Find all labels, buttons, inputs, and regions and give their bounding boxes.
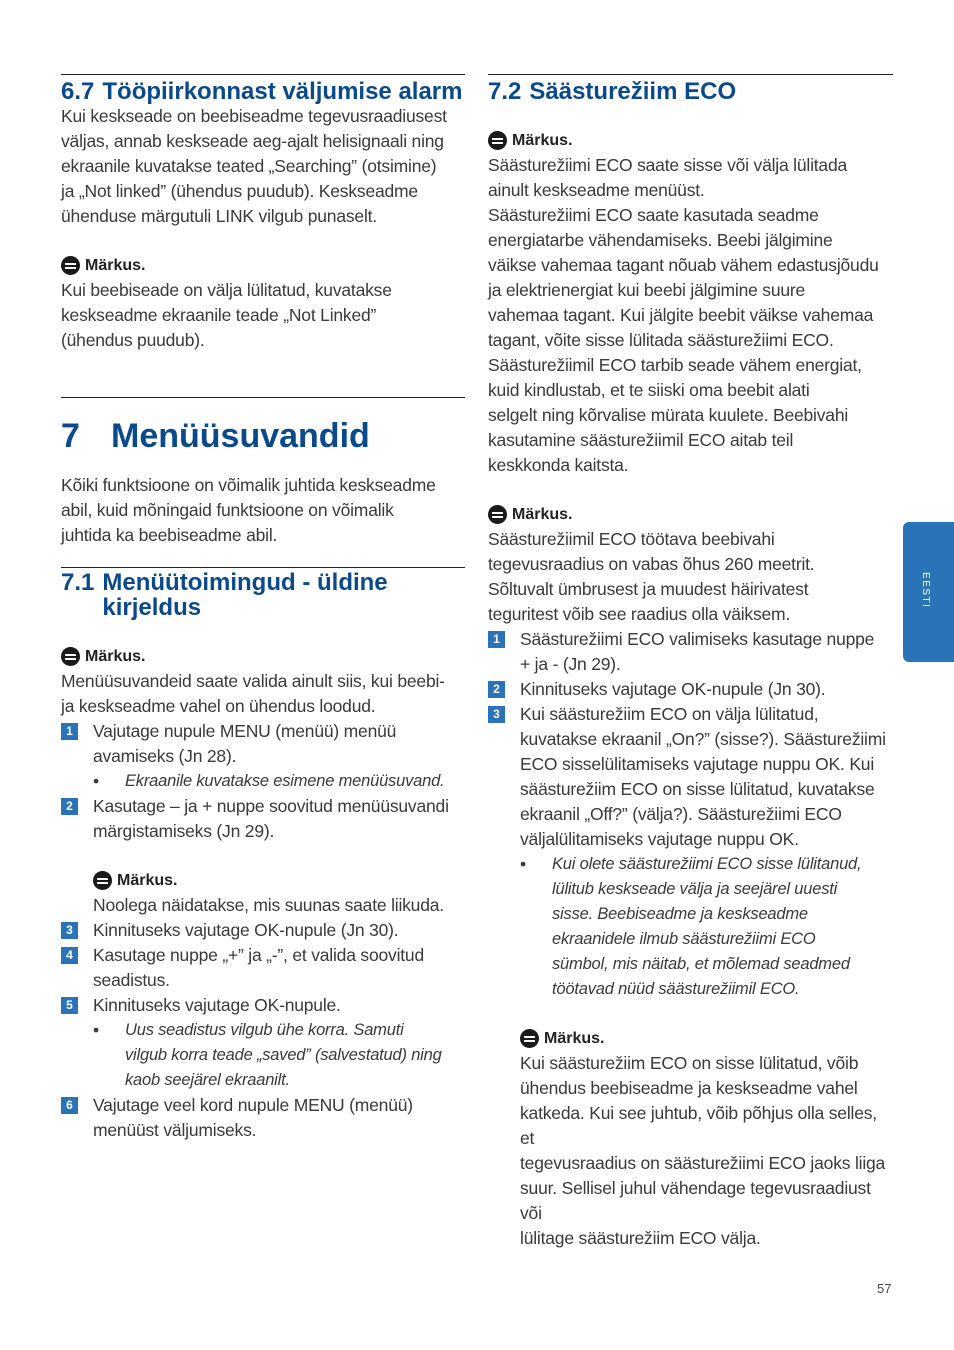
step-badge: 1 bbox=[61, 723, 78, 740]
step-badge: 2 bbox=[61, 798, 78, 815]
step-1: 1 Säästurežiimi ECO valimiseks kasutage nuppe + ja - (Jn 29). bbox=[488, 627, 893, 677]
section-7-2-body: Säästurežiimi ECO saate kasutada seadme energiatarbe vähendamiseks. Beebi jälgimine väikse vahemaa tagant nõuab vähem edastusjõudu ja elektrienergiat kui beebi jälgimine suure vahemaa tagant. Kui jälgite beebit väikse vahemaa tagant, võite sisse lülitada säästurežiimi ECO. Säästurežiimil ECO tarbib seade vähem energiat, kuid kindlustab, et te siiski oma beebit alati selgelt ning kõrvalise mürata kuulete. Beebivahi kasutamine säästurežiimil ECO aitab teil keskkonda kaitsta. bbox=[488, 205, 879, 475]
step-badge: 3 bbox=[61, 922, 78, 939]
chapter-7-heading: 7 Menüüsuvandid bbox=[61, 417, 370, 455]
page-number: 57 bbox=[877, 1281, 892, 1296]
note-text: Menüüsuvandeid saate valida ainult siis, kui beebi- ja keskseadme vahel on ühendus loodud. bbox=[61, 671, 445, 716]
right-column bbox=[488, 74, 893, 1251]
bullet-item: • Ekraanile kuvatakse esimene menüüsuvand. bbox=[61, 769, 465, 794]
left-column bbox=[61, 74, 465, 1143]
bullet-item: • Kui olete säästurežiimi ECO sisse lülitanud, lülitub keskseade välja ja seejärel uuesti sisse. Beebiseadme ja keskseadme ekraanidele ilmub säästurežiimi ECO sümbol, mis näitab, et mõlemad seadmed töötavad nüüd säästurežiimil ECO. bbox=[488, 852, 893, 1002]
note-heading: Märkus. bbox=[488, 502, 893, 527]
section-6-7-body: Kui keskseade on beebiseadme tegevusraadiusest väljas, annab keskseade aeg-ajalt helisignaali ning ekraanile kuvatakse teated „Searching” (otsimine) ja „Not linked” (ühendus puudub). Keskseadme ühenduse märgutuli LINK vilgub punaselt. bbox=[61, 106, 447, 226]
note-heading: Märkus. bbox=[488, 128, 893, 153]
note-heading: Märkus. bbox=[61, 644, 465, 669]
step-badge: 2 bbox=[488, 681, 505, 698]
note-text: Säästurežiimil ECO töötava beebivahi tegevusraadius on vabas õhus 260 meetrit. Sõltuvalt ümbrusest ja muudest häirivatest teguritest võib see raadius olla väiksem. bbox=[488, 529, 815, 624]
step-3: 3 Kui säästurežiim ECO on välja lülitatud, kuvatakse ekraanil „On?” (sisse?). Säästurežiimi ECO sisselülitamiseks vajutage nuppu OK. Kui säästurežiim ECO on sisse lülitatud, kuvatakse ekraanil „Off?” (välja?). Säästurežiimi ECO väljalülitamiseks vajutage nuppu OK. bbox=[488, 702, 893, 852]
step-2: 2 Kasutage – ja + nuppe soovitud menüüsuvandi märgistamiseks (Jn 29). bbox=[61, 794, 465, 844]
step-1: 1 Vajutage nupule MENU (menüü) menüü avamiseks (Jn 28). bbox=[61, 719, 465, 769]
step-badge: 5 bbox=[61, 997, 78, 1014]
note-text: Kui säästurežiim ECO on sisse lülitatud, võib ühendus beebiseadme ja keskseadme vahel katkeda. Kui see juhtub, võib põhjus olla selles, et tegevusraadius on säästurežiimi ECO jaoks liiga suur. Sellisel juhul vähendage tegevusraadiust või lülitage säästurežiim ECO välja. bbox=[520, 1053, 886, 1248]
note-icon bbox=[93, 871, 112, 890]
note-icon bbox=[488, 131, 507, 150]
note-icon bbox=[61, 256, 80, 275]
step-4: 4 Kasutage nuppe „+” ja „-”, et valida soovitud seadistus. bbox=[61, 943, 465, 993]
step-3: 3 Kinnituseks vajutage OK-nupule (Jn 30). bbox=[61, 918, 465, 943]
bullet-dot: • bbox=[520, 854, 526, 874]
note-heading: Märkus. bbox=[520, 1026, 893, 1051]
note-text: Noolega näidatakse, mis suunas saate liikuda. bbox=[93, 895, 444, 915]
bullet-item: • Uus seadistus vilgub ühe korra. Samuti vilgub korra teade „saved” (salvestatud) ning kaob seejärel ekraanilt. bbox=[61, 1018, 465, 1093]
note-text: Kui beebiseade on välja lülitatud, kuvatakse keskseadme ekraanile teade „Not Linked” (ühendus puudub). bbox=[61, 280, 392, 350]
note-text: Säästurežiimi ECO saate sisse või välja lülitada ainult keskseadme menüüst. bbox=[488, 155, 848, 200]
note-icon bbox=[520, 1029, 539, 1048]
note-icon bbox=[488, 505, 507, 524]
note-heading: Märkus. bbox=[93, 868, 465, 893]
note-heading: Märkus. bbox=[61, 253, 465, 278]
step-badge: 4 bbox=[61, 947, 78, 964]
step-badge: 6 bbox=[61, 1097, 78, 1114]
chapter-7-body: Kõiki funktsioone on võimalik juhtida keskseadme abil, kuid mõningaid funktsioone on võimalik juhtida ka beebiseadme abil. bbox=[61, 475, 436, 545]
section-7-2-heading: 7.2 Säästurežiim ECO bbox=[488, 78, 737, 105]
note-icon bbox=[61, 647, 80, 666]
step-2: 2 Kinnituseks vajutage OK-nupule (Jn 30). bbox=[488, 677, 893, 702]
section-7-1-heading: 7.1 Menüütoimingud - üldine kirjeldus bbox=[61, 569, 388, 621]
step-5: 5 Kinnituseks vajutage OK-nupule. bbox=[61, 993, 465, 1018]
side-tab-label: EESTI bbox=[920, 572, 931, 609]
step-6: 6 Vajutage veel kord nupule MENU (menüü) menüüst väljumiseks. bbox=[61, 1093, 465, 1143]
bullet-dot: • bbox=[93, 771, 99, 791]
step-badge: 3 bbox=[488, 706, 505, 723]
step-badge: 1 bbox=[488, 631, 505, 648]
section-6-7-heading: 6.7 Tööpiirkonnast väljumise alarm bbox=[61, 78, 463, 105]
language-side-tab bbox=[903, 522, 954, 662]
bullet-dot: • bbox=[93, 1020, 99, 1040]
